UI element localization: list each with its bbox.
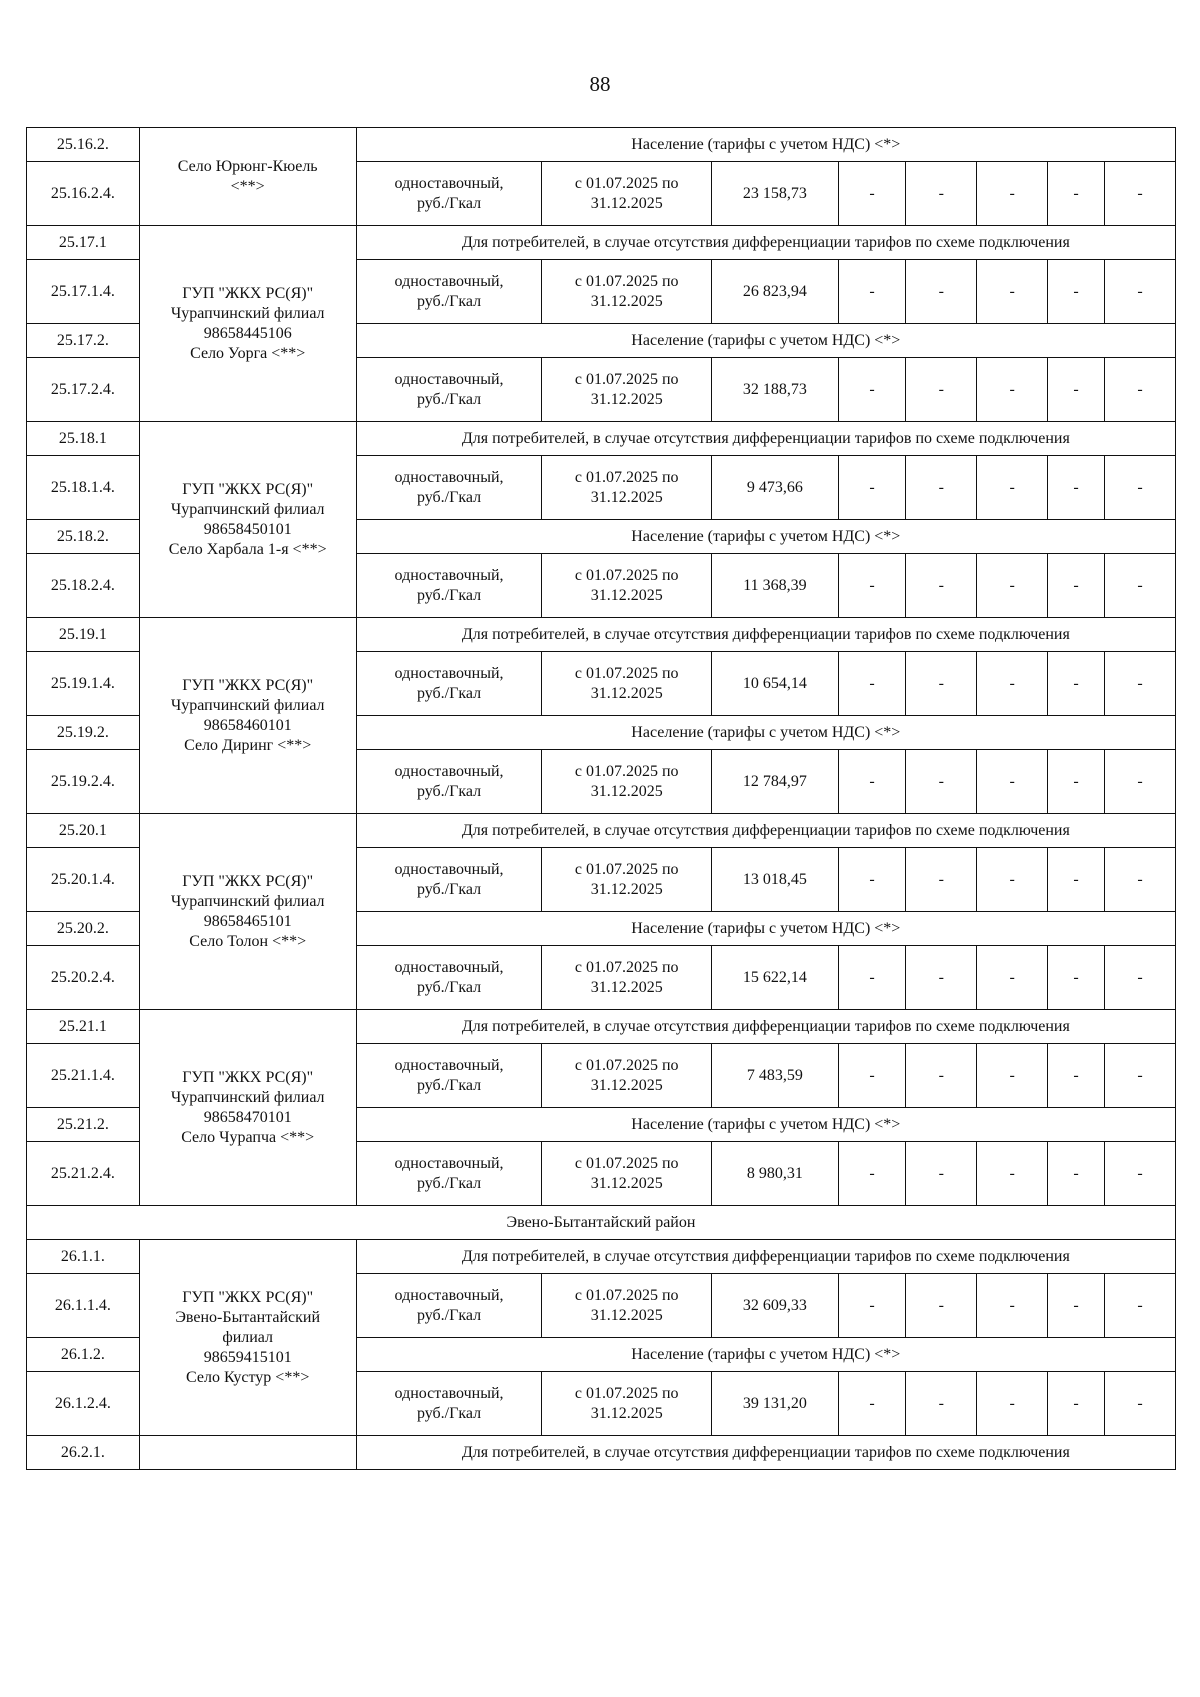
empty-value-dash: -: [838, 456, 906, 520]
empty-value-dash: -: [838, 946, 906, 1010]
empty-value-dash: -: [1048, 1274, 1105, 1338]
organization-cell-line-2: Эвено-Бытантайский: [175, 1308, 321, 1326]
page-number: 88: [589, 72, 611, 96]
organization-cell-line-4: 98659415101: [203, 1348, 292, 1366]
row-code: 25.21.2.: [27, 1108, 140, 1142]
row-code: 25.20.2.4.: [27, 946, 140, 1010]
tariff-period-line-2: 31.12.2025: [590, 782, 663, 800]
tariff-period-line-2: 31.12.2025: [590, 194, 663, 212]
empty-value-dash: -: [1105, 848, 1176, 912]
empty-value-dash: -: [1048, 358, 1105, 422]
table-row: [27, 1436, 1176, 1470]
tariff-type: [356, 358, 542, 422]
organization-cell: [139, 814, 356, 1010]
tariff-period-line-1: с 01.07.2025 по: [574, 566, 679, 584]
tariff-period: [542, 848, 712, 912]
row-code: 25.16.2.: [27, 128, 140, 162]
tariff-value: 32 188,73: [712, 358, 839, 422]
empty-value-dash: -: [838, 848, 906, 912]
organization-cell-line-4: Село Уорга <**>: [190, 344, 306, 362]
organization-cell-line-4: Село Диринг <**>: [184, 736, 312, 754]
empty-value-dash: -: [906, 162, 977, 226]
consumers-note: Для потребителей, в случае отсутствия дифференциации тарифов по схеме подключения: [356, 618, 1175, 652]
empty-value-dash: -: [1048, 946, 1105, 1010]
row-code: 25.16.2.4.: [27, 162, 140, 226]
tariff-period-line-1: с 01.07.2025 по: [574, 1286, 679, 1304]
table-row: [27, 422, 1176, 456]
tariff-type-line-2: руб./Гкал: [416, 1404, 482, 1422]
empty-value-dash: -: [906, 358, 977, 422]
tariff-type-line-1: одноставочный,: [394, 1154, 504, 1172]
tariff-value: 12 784,97: [712, 750, 839, 814]
empty-value-dash: -: [838, 652, 906, 716]
tariff-type: [356, 652, 542, 716]
organization-cell: [139, 1010, 356, 1206]
empty-value-dash: -: [1048, 652, 1105, 716]
population-note: Население (тарифы с учетом НДС) <*>: [356, 520, 1175, 554]
organization-cell-line-1: ГУП "ЖКХ РС(Я)": [182, 284, 314, 302]
tariff-period-line-2: 31.12.2025: [590, 1174, 663, 1192]
empty-value-dash: -: [1105, 750, 1176, 814]
empty-value-dash: -: [977, 1044, 1048, 1108]
tariff-period-line-1: с 01.07.2025 по: [574, 370, 679, 388]
tariff-period-line-1: с 01.07.2025 по: [574, 272, 679, 290]
empty-value-dash: -: [906, 1142, 977, 1206]
tariff-type-line-2: руб./Гкал: [416, 684, 482, 702]
row-code: 26.1.1.4.: [27, 1274, 140, 1338]
empty-value-dash: -: [1105, 456, 1176, 520]
organization-cell-line-1: ГУП "ЖКХ РС(Я)": [182, 480, 314, 498]
table-row: [27, 1010, 1176, 1044]
row-code: 25.17.2.: [27, 324, 140, 358]
organization-cell-line-3: 98658470101: [203, 1108, 292, 1126]
tariff-type: [356, 1274, 542, 1338]
empty-value-dash: -: [838, 358, 906, 422]
tariff-type-line-2: руб./Гкал: [416, 390, 482, 408]
empty-value-dash: -: [906, 1274, 977, 1338]
tariff-value: 32 609,33: [712, 1274, 839, 1338]
tariff-period-line-2: 31.12.2025: [590, 684, 663, 702]
population-note: Население (тарифы с учетом НДС) <*>: [356, 324, 1175, 358]
row-code: 25.19.2.: [27, 716, 140, 750]
empty-value-dash: -: [838, 260, 906, 324]
empty-value-dash: -: [977, 946, 1048, 1010]
empty-value-dash: -: [1105, 358, 1176, 422]
empty-value-dash: -: [977, 162, 1048, 226]
empty-value-dash: -: [906, 456, 977, 520]
organization-cell-line-1: ГУП "ЖКХ РС(Я)": [182, 1068, 314, 1086]
tariff-period-line-2: 31.12.2025: [590, 978, 663, 996]
organization-cell-line-1: ГУП "ЖКХ РС(Я)": [182, 676, 314, 694]
empty-value-dash: -: [1105, 1274, 1176, 1338]
tariff-type-line-2: руб./Гкал: [416, 978, 482, 996]
row-code: 26.1.2.4.: [27, 1372, 140, 1436]
empty-value-dash: -: [838, 1142, 906, 1206]
row-code: 25.17.2.4.: [27, 358, 140, 422]
tariff-period-line-1: с 01.07.2025 по: [574, 860, 679, 878]
tariff-period: [542, 652, 712, 716]
organization-cell-line-3: 98658445106: [203, 324, 292, 342]
tariff-type-line-1: одноставочный,: [394, 272, 504, 290]
tariff-type-line-2: руб./Гкал: [416, 782, 482, 800]
tariff-period: [542, 162, 712, 226]
organization-cell-line-2: Чурапчинский филиал: [170, 304, 325, 322]
table-row: [27, 226, 1176, 260]
empty-value-dash: -: [1048, 456, 1105, 520]
tariff-period-line-1: с 01.07.2025 по: [574, 1056, 679, 1074]
organization-cell: [139, 618, 356, 814]
consumers-note: Для потребителей, в случае отсутствия дифференциации тарифов по схеме подключения: [356, 814, 1175, 848]
row-code: 25.19.2.4.: [27, 750, 140, 814]
tariff-type-line-1: одноставочный,: [394, 1056, 504, 1074]
empty-value-dash: -: [906, 1372, 977, 1436]
empty-value-dash: -: [906, 750, 977, 814]
row-code: 25.20.1.4.: [27, 848, 140, 912]
row-code: 26.1.1.: [27, 1240, 140, 1274]
tariff-type-line-2: руб./Гкал: [416, 586, 482, 604]
tariff-type: [356, 554, 542, 618]
empty-value-dash: -: [906, 554, 977, 618]
row-code: 25.18.2.4.: [27, 554, 140, 618]
tariff-value: 8 980,31: [712, 1142, 839, 1206]
empty-value-dash: -: [977, 750, 1048, 814]
empty-value-dash: -: [1048, 1142, 1105, 1206]
row-code: 25.19.1.4.: [27, 652, 140, 716]
tariff-period-line-1: с 01.07.2025 по: [574, 1154, 679, 1172]
population-note: Население (тарифы с учетом НДС) <*>: [356, 912, 1175, 946]
empty-value-dash: -: [977, 1142, 1048, 1206]
organization-cell-line-3: филиал: [222, 1328, 274, 1346]
empty-value-dash: -: [977, 1372, 1048, 1436]
row-code: 25.18.2.: [27, 520, 140, 554]
tariff-value: 15 622,14: [712, 946, 839, 1010]
empty-value-dash: -: [906, 260, 977, 324]
organization-cell-empty: [139, 1436, 356, 1470]
organization-cell-line-2: Чурапчинский филиал: [170, 892, 325, 910]
consumers-note: Для потребителей, в случае отсутствия дифференциации тарифов по схеме подключения: [356, 1436, 1175, 1470]
tariff-value: 10 654,14: [712, 652, 839, 716]
tariff-value: 7 483,59: [712, 1044, 839, 1108]
empty-value-dash: -: [838, 554, 906, 618]
tariff-value: 23 158,73: [712, 162, 839, 226]
organization-cell: [139, 226, 356, 422]
tariff-type-line-2: руб./Гкал: [416, 194, 482, 212]
tariff-period: [542, 946, 712, 1010]
tariff-type: [356, 260, 542, 324]
tariff-type-line-2: руб./Гкал: [416, 488, 482, 506]
tariff-period: [542, 554, 712, 618]
population-note: Население (тарифы с учетом НДС) <*>: [356, 1338, 1175, 1372]
tariff-period-line-2: 31.12.2025: [590, 1404, 663, 1422]
organization-cell-line-2: Чурапчинский филиал: [170, 500, 325, 518]
empty-value-dash: -: [977, 1274, 1048, 1338]
row-code: 25.17.1.4.: [27, 260, 140, 324]
empty-value-dash: -: [1105, 946, 1176, 1010]
tariff-value: 11 368,39: [712, 554, 839, 618]
empty-value-dash: -: [1048, 162, 1105, 226]
empty-value-dash: -: [906, 652, 977, 716]
organization-cell-line-2: Чурапчинский филиал: [170, 696, 325, 714]
organization-cell: [139, 422, 356, 618]
tariff-type-line-1: одноставочный,: [394, 860, 504, 878]
consumers-note: Для потребителей, в случае отсутствия дифференциации тарифов по схеме подключения: [356, 422, 1175, 456]
empty-value-dash: -: [838, 1372, 906, 1436]
organization-cell-line-1: Село Юрюнг-Кюель: [177, 157, 318, 175]
population-note: Население (тарифы с учетом НДС) <*>: [356, 716, 1175, 750]
tariff-period: [542, 1142, 712, 1206]
table-row: [27, 618, 1176, 652]
empty-value-dash: -: [1105, 652, 1176, 716]
row-code: 25.17.1: [27, 226, 140, 260]
empty-value-dash: -: [906, 946, 977, 1010]
empty-value-dash: -: [1048, 554, 1105, 618]
tariff-period-line-1: с 01.07.2025 по: [574, 468, 679, 486]
tariff-value: 26 823,94: [712, 260, 839, 324]
tariff-type-line-1: одноставочный,: [394, 762, 504, 780]
tariff-type: [356, 456, 542, 520]
organization-cell-line-4: Село Толон <**>: [189, 932, 307, 950]
consumers-note: Для потребителей, в случае отсутствия дифференциации тарифов по схеме подключения: [356, 226, 1175, 260]
tariff-type: [356, 1044, 542, 1108]
empty-value-dash: -: [906, 848, 977, 912]
row-code: 25.20.1: [27, 814, 140, 848]
tariff-period-line-2: 31.12.2025: [590, 292, 663, 310]
tariff-period-line-2: 31.12.2025: [590, 488, 663, 506]
tariff-period: [542, 358, 712, 422]
organization-cell-line-4: Село Харбала 1-я <**>: [168, 540, 327, 558]
empty-value-dash: -: [977, 260, 1048, 324]
tariff-period: [542, 1044, 712, 1108]
row-code: 25.19.1: [27, 618, 140, 652]
tariff-period: [542, 750, 712, 814]
empty-value-dash: -: [1105, 1372, 1176, 1436]
tariff-type-line-2: руб./Гкал: [416, 1174, 482, 1192]
tariff-period-line-1: с 01.07.2025 по: [574, 958, 679, 976]
empty-value-dash: -: [838, 1274, 906, 1338]
tariff-type-line-1: одноставочный,: [394, 958, 504, 976]
tariff-value: 9 473,66: [712, 456, 839, 520]
population-note: Население (тарифы с учетом НДС) <*>: [356, 128, 1175, 162]
tariff-value: 39 131,20: [712, 1372, 839, 1436]
empty-value-dash: -: [838, 1044, 906, 1108]
tariff-type: [356, 946, 542, 1010]
tariff-type-line-1: одноставочный,: [394, 174, 504, 192]
organization-cell: [139, 128, 356, 226]
row-code: 25.18.1: [27, 422, 140, 456]
empty-value-dash: -: [1105, 554, 1176, 618]
tariff-period: [542, 456, 712, 520]
row-code: 25.21.1: [27, 1010, 140, 1044]
tariff-period-line-1: с 01.07.2025 по: [574, 174, 679, 192]
consumers-note: Для потребителей, в случае отсутствия дифференциации тарифов по схеме подключения: [356, 1010, 1175, 1044]
organization-cell-line-4: Село Чурапча <**>: [181, 1128, 315, 1146]
tariff-period-line-1: с 01.07.2025 по: [574, 1384, 679, 1402]
tariff-value: 13 018,45: [712, 848, 839, 912]
tariff-type-line-1: одноставочный,: [394, 1286, 504, 1304]
row-code: 25.21.2.4.: [27, 1142, 140, 1206]
organization-cell-line-1: ГУП "ЖКХ РС(Я)": [182, 872, 314, 890]
organization-cell-line-3: 98658450101: [203, 520, 292, 538]
tariff-type: [356, 162, 542, 226]
row-code: 25.20.2.: [27, 912, 140, 946]
row-code: 25.21.1.4.: [27, 1044, 140, 1108]
tariff-type: [356, 750, 542, 814]
tariff-type-line-1: одноставочный,: [394, 370, 504, 388]
tariff-period-line-1: с 01.07.2025 по: [574, 664, 679, 682]
organization-cell-line-2: Чурапчинский филиал: [170, 1088, 325, 1106]
organization-cell-line-3: 98658465101: [203, 912, 292, 930]
tariff-table: [26, 127, 1176, 1470]
empty-value-dash: -: [1105, 162, 1176, 226]
tariff-type-line-1: одноставочный,: [394, 664, 504, 682]
tariff-type: [356, 1372, 542, 1436]
tariff-type: [356, 848, 542, 912]
empty-value-dash: -: [906, 1044, 977, 1108]
tariff-type-line-1: одноставочный,: [394, 566, 504, 584]
empty-value-dash: -: [838, 162, 906, 226]
empty-value-dash: -: [1048, 1372, 1105, 1436]
empty-value-dash: -: [977, 652, 1048, 716]
empty-value-dash: -: [1048, 848, 1105, 912]
empty-value-dash: -: [977, 358, 1048, 422]
empty-value-dash: -: [977, 456, 1048, 520]
table-row: [27, 128, 1176, 162]
empty-value-dash: -: [1048, 750, 1105, 814]
tariff-type-line-2: руб./Гкал: [416, 1306, 482, 1324]
table-row: [27, 1240, 1176, 1274]
tariff-period-line-1: с 01.07.2025 по: [574, 762, 679, 780]
tariff-period-line-2: 31.12.2025: [590, 1076, 663, 1094]
tariff-type-line-2: руб./Гкал: [416, 292, 482, 310]
tariff-type: [356, 1142, 542, 1206]
empty-value-dash: -: [838, 750, 906, 814]
tariff-period-line-2: 31.12.2025: [590, 1306, 663, 1324]
empty-value-dash: -: [977, 848, 1048, 912]
organization-cell-line-3: 98658460101: [203, 716, 292, 734]
population-note: Население (тарифы с учетом НДС) <*>: [356, 1108, 1175, 1142]
empty-value-dash: -: [1048, 1044, 1105, 1108]
tariff-period: [542, 1274, 712, 1338]
empty-value-dash: -: [1105, 1142, 1176, 1206]
empty-value-dash: -: [1105, 1044, 1176, 1108]
organization-cell-line-1: ГУП "ЖКХ РС(Я)": [182, 1288, 314, 1306]
tariff-period-line-2: 31.12.2025: [590, 586, 663, 604]
tariff-period-line-2: 31.12.2025: [590, 880, 663, 898]
organization-cell-line-5: Село Кустур <**>: [186, 1368, 310, 1386]
tariff-period: [542, 260, 712, 324]
organization-cell-line-2: <**>: [230, 177, 265, 195]
region-row: [27, 1206, 1176, 1240]
tariff-type-line-2: руб./Гкал: [416, 880, 482, 898]
organization-cell: [139, 1240, 356, 1436]
empty-value-dash: -: [1048, 260, 1105, 324]
tariff-type-line-1: одноставочный,: [394, 1384, 504, 1402]
tariff-type-line-2: руб./Гкал: [416, 1076, 482, 1094]
tariff-type-line-1: одноставочный,: [394, 468, 504, 486]
tariff-period-line-2: 31.12.2025: [590, 390, 663, 408]
table-row: [27, 814, 1176, 848]
consumers-note: Для потребителей, в случае отсутствия дифференциации тарифов по схеме подключения: [356, 1240, 1175, 1274]
region-name: Эвено-Бытантайский район: [27, 1206, 1176, 1240]
row-code: 26.2.1.: [27, 1436, 140, 1470]
empty-value-dash: -: [977, 554, 1048, 618]
tariff-period: [542, 1372, 712, 1436]
empty-value-dash: -: [1105, 260, 1176, 324]
row-code: 26.1.2.: [27, 1338, 140, 1372]
row-code: 25.18.1.4.: [27, 456, 140, 520]
